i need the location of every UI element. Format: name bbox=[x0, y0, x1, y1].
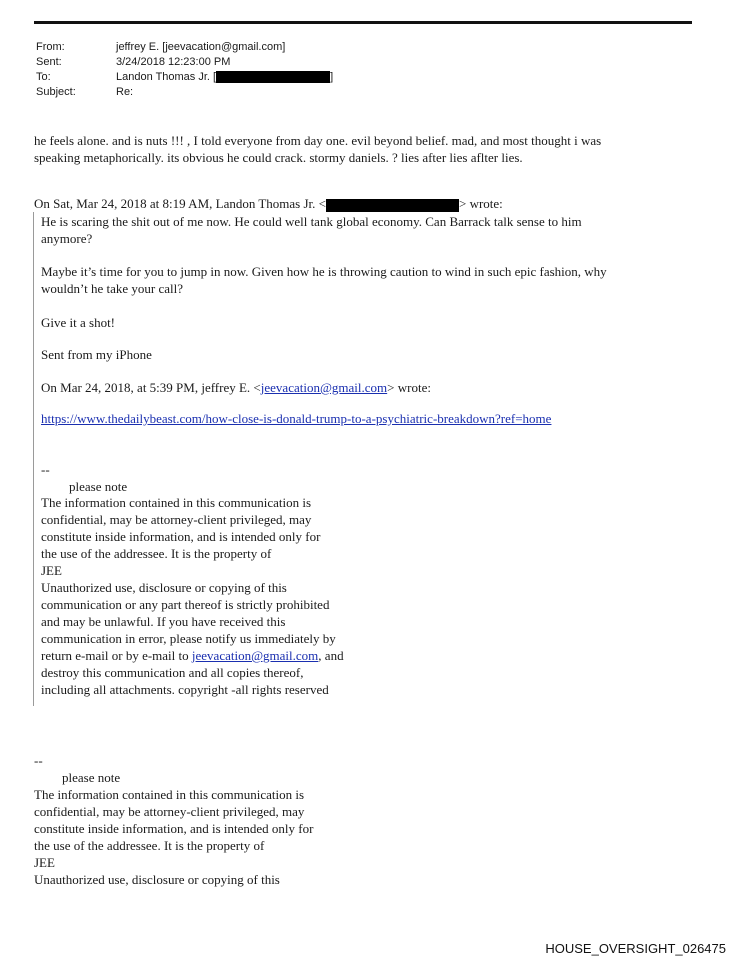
outer-sig-please-note: please note bbox=[62, 770, 121, 785]
to-value bbox=[116, 70, 333, 84]
page-footer-id: HOUSE_OVERSIGHT_026475 bbox=[545, 941, 726, 956]
quote-p2-line-2: wouldn’t he take your call? bbox=[41, 281, 183, 296]
subject-label: Subject: bbox=[36, 86, 76, 98]
redaction-box bbox=[326, 199, 459, 212]
sig-line: communication or any part thereof is strictly prohibited bbox=[41, 597, 330, 612]
sig-line: the use of the addressee. It is the property of bbox=[41, 546, 272, 561]
outer-sig-line: Unauthorized use, disclosure or copying of this bbox=[34, 872, 280, 887]
outer-sig-line: JEE bbox=[34, 855, 55, 870]
quote-p3: Give it a shot! bbox=[41, 315, 116, 330]
outer-sig-line: confidential, may be attorney-client privileged, may bbox=[34, 804, 305, 819]
quote-p4: Sent from my iPhone bbox=[41, 347, 152, 362]
sig-email-link[interactable]: jeevacation@gmail.com bbox=[191, 648, 319, 663]
subject-value: Re: bbox=[116, 86, 134, 98]
outer-sig-line: the use of the addressee. It is the property of bbox=[34, 838, 265, 853]
to-label: To: bbox=[36, 71, 51, 83]
inner-attribution-email-link[interactable]: jeevacation@gmail.com bbox=[260, 380, 388, 395]
quote-p1-line-1: He is scaring the shit out of me now. He could well tank global economy. Can Barrack talk sense to him bbox=[41, 214, 582, 229]
sig-line: JEE bbox=[41, 563, 62, 578]
reply-line-2: speaking metaphorically. its obvious he could crack. stormy daniels. ? lies after lies aflter lies. bbox=[34, 150, 523, 165]
sig-line: The information contained in this communication is bbox=[41, 495, 312, 510]
reply-line-1: he feels alone. and is nuts !!! , I told everyone from day one. evil beyond belief. mad, and most thought i was bbox=[34, 133, 602, 148]
sig-line: destroy this communication and all copies thereof, bbox=[41, 665, 304, 680]
sig-line: Unauthorized use, disclosure or copying of this bbox=[41, 580, 287, 595]
outer-sig-line: The information contained in this communication is bbox=[34, 787, 305, 802]
quote-p2-line-1: Maybe it’s time for you to jump in now. Given how he is throwing caution to wind in such epic fashion, why bbox=[41, 264, 607, 279]
quote-bar bbox=[33, 212, 34, 706]
sig-line: including all attachments. copyright -all rights reserved bbox=[41, 682, 329, 697]
sig-line: constitute inside information, and is intended only for bbox=[41, 529, 321, 544]
redaction-box bbox=[216, 71, 330, 83]
sig-line: communication in error, please notify us immediately by bbox=[41, 631, 336, 646]
to-value-prefix: Landon Thomas Jr. [ bbox=[116, 71, 217, 83]
to-value-suffix: ] bbox=[330, 71, 334, 83]
inner-attribution: On Mar 24, 2018, at 5:39 PM, jeffrey E. <jeevacation@gmail.com> wrote: bbox=[41, 380, 431, 395]
sent-value: 3/24/2018 12:23:00 PM bbox=[116, 56, 231, 68]
sig-dashes: -- bbox=[41, 462, 50, 477]
sent-label: Sent: bbox=[36, 56, 62, 68]
quote-p1-line-2: anymore? bbox=[41, 231, 93, 246]
quote-attribution-prefix: On Sat, Mar 24, 2018 at 8:19 AM, Landon Thomas Jr. < bbox=[34, 196, 326, 211]
outer-sig-line: constitute inside information, and is intended only for bbox=[34, 821, 314, 836]
quote-attribution-suffix: > wrote: bbox=[459, 196, 503, 211]
header-rule bbox=[34, 21, 692, 24]
daily-beast-link[interactable]: https://www.thedailybeast.com/how-close-is-donald-trump-to-a-psychiatric-breakdown?ref=home bbox=[41, 411, 552, 426]
sig-line: confidential, may be attorney-client privileged, may bbox=[41, 512, 312, 527]
from-label: From: bbox=[36, 41, 65, 53]
sig-email-line: return e-mail or by e-mail to jeevacation@gmail.com, and bbox=[41, 648, 344, 663]
outer-sig-dashes: -- bbox=[34, 753, 43, 768]
sig-line: and may be unlawful. If you have received this bbox=[41, 614, 286, 629]
sig-please-note: please note bbox=[69, 479, 128, 494]
from-value: jeffrey E. [jeevacation@gmail.com] bbox=[116, 41, 286, 53]
